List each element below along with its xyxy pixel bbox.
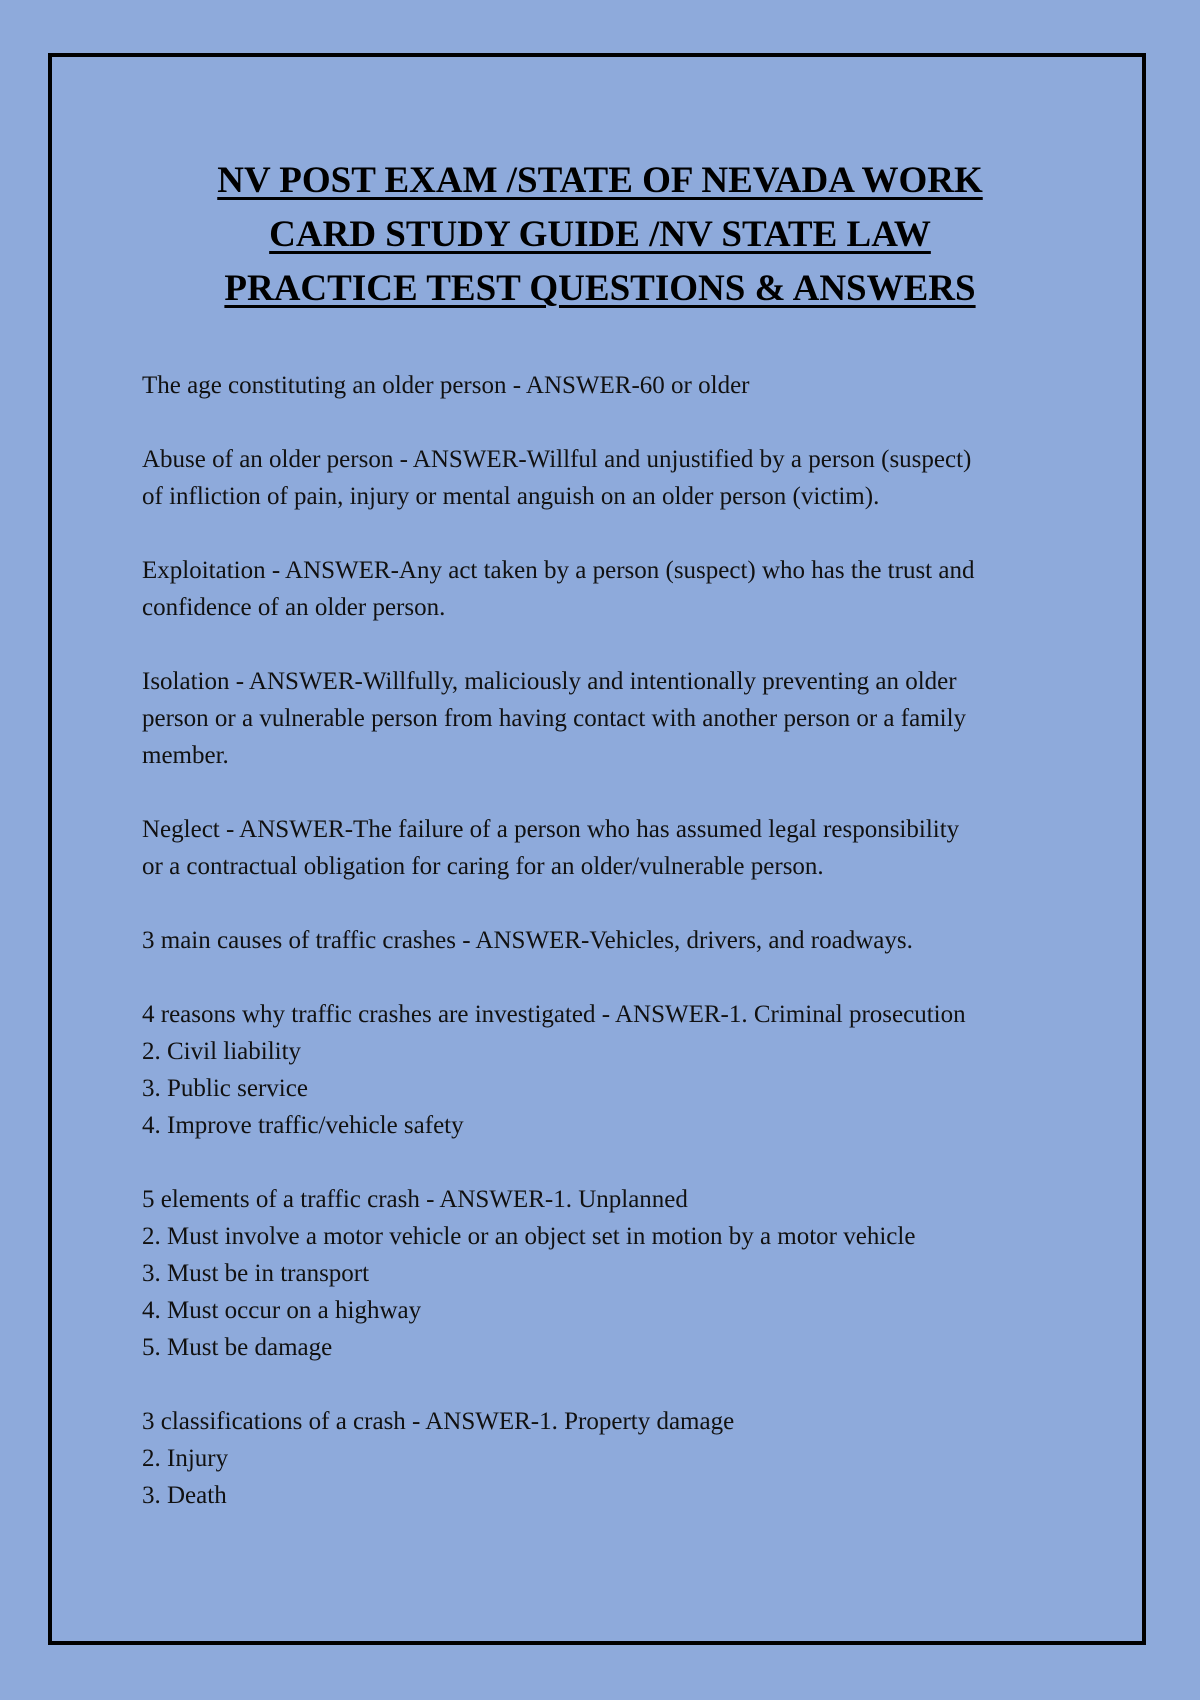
title-line: CARD STUDY GUIDE /NV STATE LAW	[269, 214, 931, 255]
qa-line: 2. Injury	[142, 1445, 229, 1472]
qa-line: Exploitation - ANSWER-Any act taken by a person (suspect) who has the trust and	[142, 557, 975, 584]
qa-line: 4 reasons why traffic crashes are investigated - ANSWER-1. Criminal prosecution	[142, 1001, 966, 1028]
qa-entry-crash-classifications	[142, 1403, 1082, 1514]
qa-entry-exploitation	[142, 552, 1082, 626]
qa-line: 5. Must be damage	[142, 1334, 333, 1361]
qa-line: member.	[142, 742, 229, 769]
qa-line: 3. Death	[142, 1482, 227, 1509]
qa-entry-neglect	[142, 811, 1082, 885]
qa-line: 3 main causes of traffic crashes - ANSWER-Vehicles, drivers, and roadways.	[142, 927, 913, 954]
qa-line: or a contractual obligation for caring for an older/vulnerable person.	[142, 853, 824, 880]
qa-line: 3. Public service	[142, 1075, 308, 1102]
qa-line: 4. Improve traffic/vehicle safety	[142, 1112, 464, 1139]
qa-line: 5 elements of a traffic crash - ANSWER-1. Unplanned	[142, 1186, 688, 1213]
qa-line: 2. Civil liability	[142, 1038, 302, 1065]
qa-line: 4. Must occur on a highway	[142, 1297, 422, 1324]
qa-line: 3. Must be in transport	[142, 1260, 370, 1287]
qa-line: person or a vulnerable person from having contact with another person or a family	[142, 705, 967, 732]
title-line: PRACTICE TEST QUESTIONS & ANSWERS	[224, 268, 976, 309]
qa-entry-crash-elements	[142, 1181, 1082, 1366]
qa-line: Neglect - ANSWER-The failure of a person who has assumed legal responsibility	[142, 816, 960, 843]
qa-line: Abuse of an older person - ANSWER-Willful and unjustified by a person (suspect)	[142, 446, 972, 473]
qa-list	[142, 367, 1082, 1551]
title-line: NV POST EXAM /STATE OF NEVADA WORK	[217, 160, 983, 201]
document-title	[0, 154, 1200, 316]
qa-entry-crash-causes	[142, 922, 1082, 959]
qa-line: 2. Must involve a motor vehicle or an object set in motion by a motor vehicle	[142, 1223, 916, 1250]
qa-line: of infliction of pain, injury or mental anguish on an older person (victim).	[142, 483, 880, 510]
qa-entry-older-person-age	[142, 367, 1082, 404]
qa-line: Isolation - ANSWER-Willfully, maliciously and intentionally preventing an older	[142, 668, 957, 695]
qa-entry-abuse	[142, 441, 1082, 515]
qa-line: The age constituting an older person - ANSWER-60 or older	[142, 372, 750, 399]
qa-entry-crash-investigation-reasons	[142, 996, 1082, 1144]
qa-line: confidence of an older person.	[142, 594, 446, 621]
qa-line: 3 classifications of a crash - ANSWER-1. Property damage	[142, 1408, 735, 1435]
qa-entry-isolation	[142, 663, 1082, 774]
